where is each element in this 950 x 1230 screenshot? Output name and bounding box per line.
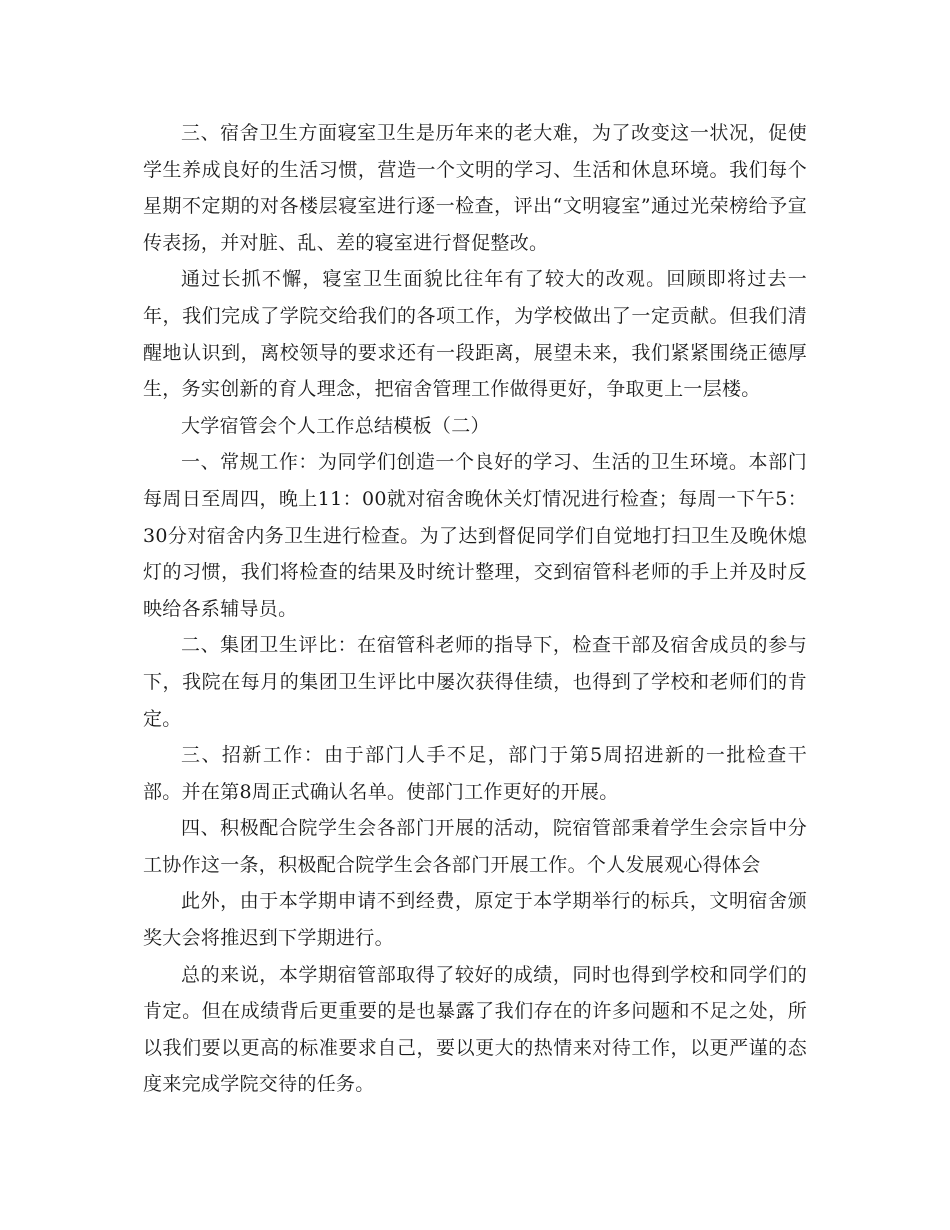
document-body: [143, 115, 807, 1103]
paragraph-funding: 此外，由于本学期申请不到经费，原定于本学期举行的标兵，文明宿舍颁奖大会将推迟到下学期进行。: [143, 890, 807, 950]
paragraph-review: 通过长抓不懈，寝室卫生面貌比往年有了较大的改观。回顾即将过去一年，我们完成了学院交给我们的各项工作，为学校做出了一定贡献。但我们清醒地认识到，离校领导的要求还有一段距离，展望未来，我们紧紧围绕正德厚生，务实创新的育人理念，把宿舍管理工作做得更好，争取更上一层楼。: [143, 268, 807, 401]
paragraph-dorm-hygiene: 三、宿舍卫生方面寝室卫生是历年来的老大难，为了改变这一状况，促使学生养成良好的生活习惯，营造一个文明的学习、生活和休息环境。我们每个星期不定期的对各楼层寝室进行逐一检查，评出“文明寝室”通过光荣榜给予宣传表扬，并对脏、乱、差的寝室进行督促整改。: [143, 122, 807, 254]
paragraph-recruitment: 三、招新工作：由于部门人手不足，部门于第5周招进新的一批检查干部。并在第8周正式确认名单。使部门工作更好的开展。: [143, 744, 807, 803]
paragraph-routine-work: 一、常规工作：为同学们创造一个良好的学习、生活的卫生环境。本部门每周日至周四，晚上11：00就对宿舍晚休关灯情况进行检查；每周一下午5：30分对宿舍内务卫生进行检查。为了达到督促同学们自觉地打扫卫生及晚休熄灯的习惯，我们将检查的结果及时统计整理，交到宿管科老师的手上并及时反映给各系辅导员。: [143, 451, 807, 620]
paragraph-cooperation: 四、积极配合院学生会各部门开展的活动，院宿管部秉着学生会宗旨中分工协作这一条，积极配合院学生会各部门开展工作。个人发展观心得体会: [143, 817, 807, 876]
paragraph-hygiene-contest: 二、集团卫生评比：在宿管科老师的指导下，检查干部及宿舍成员的参与下，我院在每月的集团卫生评比中屡次获得佳绩，也得到了学校和老师们的肯定。: [143, 634, 807, 730]
section-heading: 大学宿管会个人工作总结模板（二）: [181, 414, 490, 437]
paragraph-summary: 总的来说，本学期宿管部取得了较好的成绩，同时也得到学校和同学们的肯定。但在成绩背后更重要的是也暴露了我们存在的许多问题和不足之处，所以我们要以更高的标准要求自己，要以更大的热情来对待工作，以更严谨的态度来完成学院交待的任务。: [143, 963, 807, 1096]
